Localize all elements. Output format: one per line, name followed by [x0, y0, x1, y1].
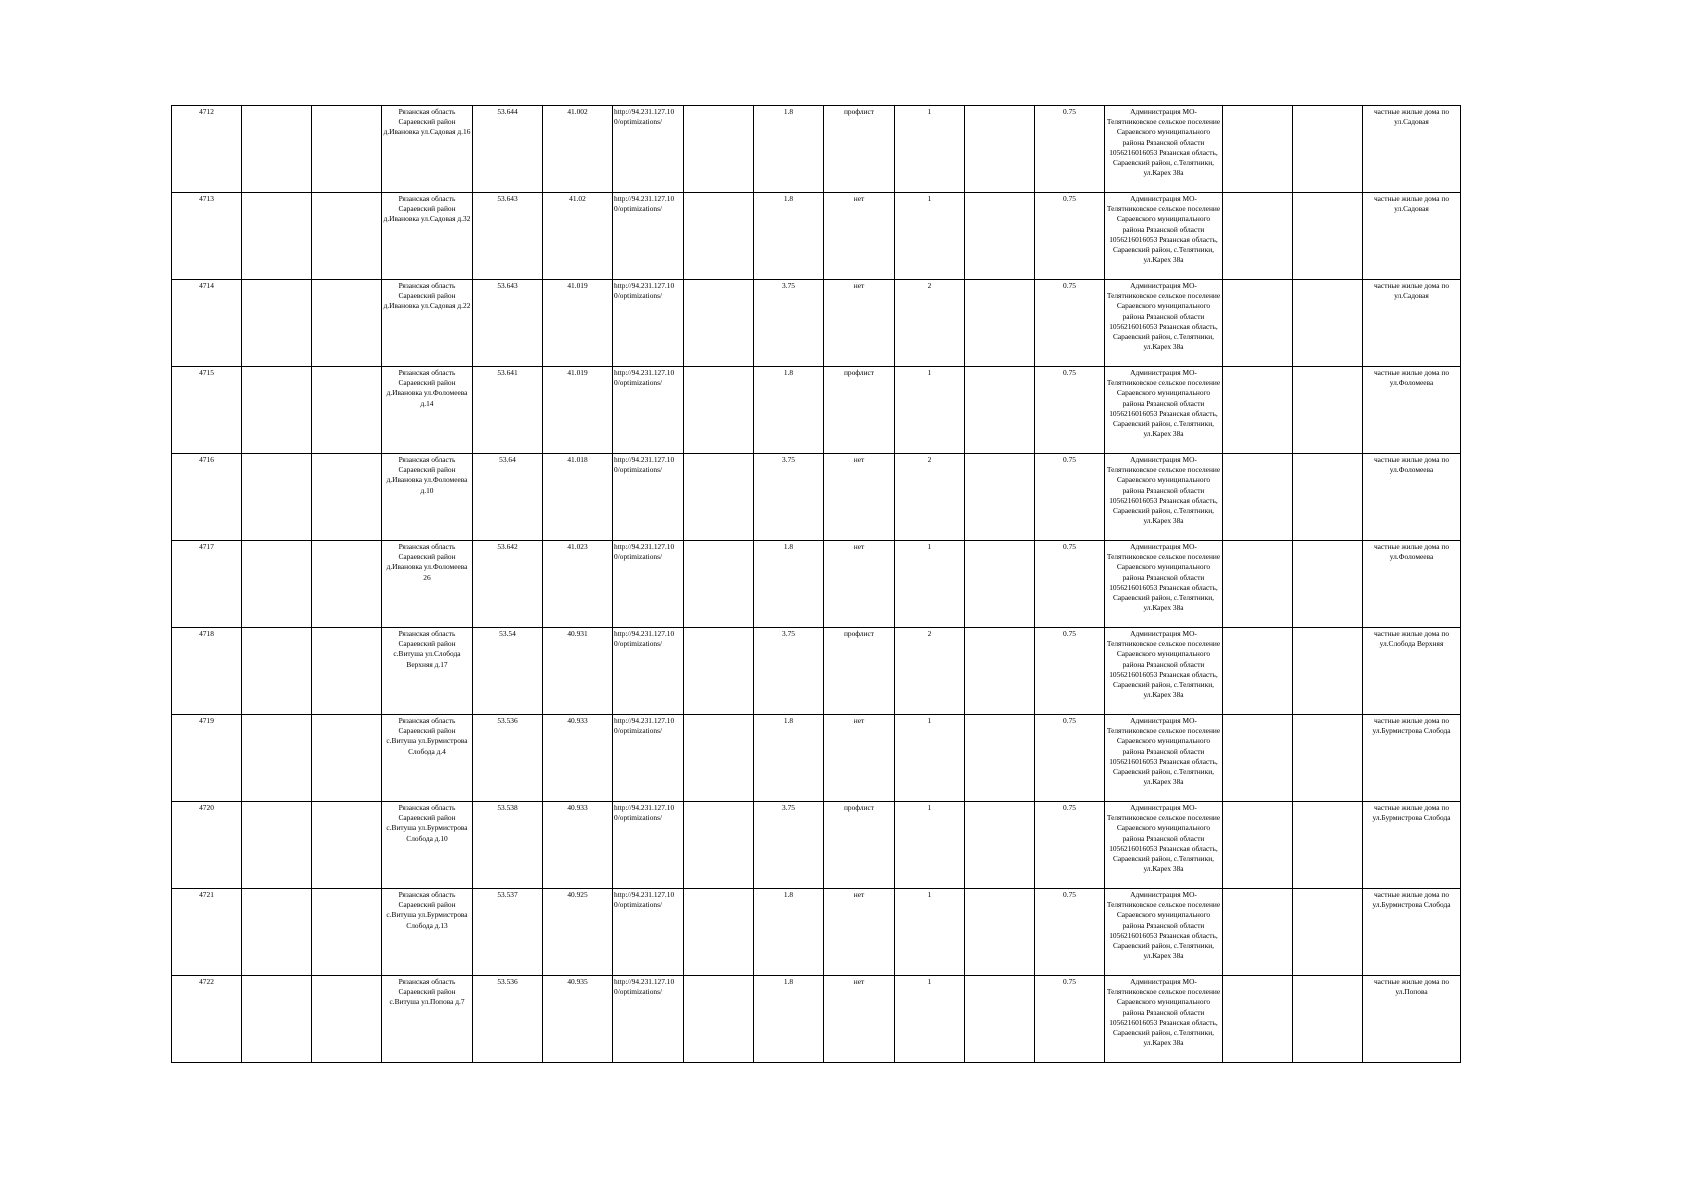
cell-lon: 41.002 [543, 106, 613, 193]
cell-address: Рязанская область Сараевский район д.Ивановка ул.Фоломеева 26 [382, 541, 473, 628]
cell-address: Рязанская область Сараевский район д.Ивановка ул.Садовая д.32 [382, 193, 473, 280]
cell-volume: 1.8 [754, 193, 824, 280]
cell-lat: 53.54 [473, 628, 543, 715]
cell-lon: 40.933 [543, 715, 613, 802]
cell-empty [312, 106, 382, 193]
cell-empty [242, 889, 312, 976]
cell-owner: Администрация МО-Телятниковское сельское поселение Сараевского муниципального района Рязанской области 1056216016053 Рязанская область, Сараевский район, с.Телятники, ул.Карех 38а [1105, 802, 1223, 889]
cell-sources: частные жилые дома по ул.Бурмистрова Слобода [1363, 802, 1461, 889]
cell-empty [1223, 367, 1293, 454]
cell-empty [312, 541, 382, 628]
cell-empty [1223, 889, 1293, 976]
cell-empty [242, 367, 312, 454]
cell-empty [1223, 280, 1293, 367]
cell-lat: 53.536 [473, 715, 543, 802]
cell-empty [312, 280, 382, 367]
cell-cover: нет [824, 193, 895, 280]
cell-count: 2 [895, 454, 965, 541]
cell-volume: 3.75 [754, 802, 824, 889]
cell-empty [312, 976, 382, 1063]
cell-size: 0.75 [1035, 541, 1105, 628]
table-body [172, 106, 1461, 1063]
cell-count: 1 [895, 802, 965, 889]
cell-owner: Администрация МО-Телятниковское сельское поселение Сараевского муниципального района Рязанской области 1056216016053 Рязанская область, Сараевский район, с.Телятники, ул.Карех 38а [1105, 193, 1223, 280]
cell-owner: Администрация МО-Телятниковское сельское поселение Сараевского муниципального района Рязанской области 1056216016053 Рязанская область, Сараевский район, с.Телятники, ул.Карех 38а [1105, 715, 1223, 802]
cell-sources: частные жилые дома по ул.Фоломеева [1363, 454, 1461, 541]
cell-count: 1 [895, 541, 965, 628]
cell-empty [965, 193, 1035, 280]
cell-url: http://94.231.127.10 0/optimizations/ [613, 280, 684, 367]
cell-empty [1223, 715, 1293, 802]
cell-owner: Администрация МО-Телятниковское сельское поселение Сараевского муниципального района Рязанской области 1056216016053 Рязанская область, Сараевский район, с.Телятники, ул.Карех 38а [1105, 454, 1223, 541]
cell-empty [312, 628, 382, 715]
cell-address: Рязанская область Сараевский район д.Ивановка ул.Садовая д.16 [382, 106, 473, 193]
cell-cover: нет [824, 280, 895, 367]
cell-address: Рязанская область Сараевский район с.Витуша ул.Бурмистрова Слобода д.13 [382, 889, 473, 976]
cell-empty [312, 367, 382, 454]
cell-empty [1223, 454, 1293, 541]
cell-empty [965, 802, 1035, 889]
cell-sources: частные жилые дома по ул.Попова [1363, 976, 1461, 1063]
cell-lon: 41.018 [543, 454, 613, 541]
cell-id: 4720 [172, 802, 242, 889]
cell-lat: 53.641 [473, 367, 543, 454]
table-row [172, 802, 1461, 889]
cell-empty [312, 802, 382, 889]
cell-empty [965, 541, 1035, 628]
cell-cover: профлист [824, 367, 895, 454]
cell-volume: 1.8 [754, 106, 824, 193]
cell-address: Рязанская область Сараевский район д.Ивановка ул.Садовая д.22 [382, 280, 473, 367]
table-row [172, 889, 1461, 976]
cell-id: 4722 [172, 976, 242, 1063]
table-row [172, 628, 1461, 715]
cell-empty [1293, 802, 1363, 889]
cell-sources: частные жилые дома по ул.Садовая [1363, 193, 1461, 280]
cell-count: 2 [895, 628, 965, 715]
cell-lon: 41.019 [543, 367, 613, 454]
cell-url: http://94.231.127.10 0/optimizations/ [613, 367, 684, 454]
cell-empty [965, 628, 1035, 715]
cell-url: http://94.231.127.10 0/optimizations/ [613, 715, 684, 802]
cell-volume: 1.8 [754, 367, 824, 454]
cell-empty [242, 106, 312, 193]
cell-volume: 1.8 [754, 541, 824, 628]
cell-empty [242, 193, 312, 280]
cell-count: 1 [895, 106, 965, 193]
cell-empty [1293, 715, 1363, 802]
cell-sources: частные жилые дома по ул.Бурмистрова Слобода [1363, 715, 1461, 802]
cell-id: 4716 [172, 454, 242, 541]
cell-empty [242, 628, 312, 715]
cell-volume: 1.8 [754, 715, 824, 802]
cell-empty [312, 889, 382, 976]
cell-lat: 53.64 [473, 454, 543, 541]
cell-count: 1 [895, 715, 965, 802]
cell-size: 0.75 [1035, 367, 1105, 454]
cell-url: http://94.231.127.10 0/optimizations/ [613, 541, 684, 628]
cell-address: Рязанская область Сараевский район с.Витуша ул.Попова д.7 [382, 976, 473, 1063]
table-row [172, 454, 1461, 541]
cell-empty [242, 715, 312, 802]
cell-owner: Администрация МО-Телятниковское сельское поселение Сараевского муниципального района Рязанской области 1056216016053 Рязанская область, Сараевский район, с.Телятники, ул.Карех 38а [1105, 889, 1223, 976]
cell-owner: Администрация МО-Телятниковское сельское поселение Сараевского муниципального района Рязанской области 1056216016053 Рязанская область, Сараевский район, с.Телятники, ул.Карех 38а [1105, 976, 1223, 1063]
cell-lon: 40.925 [543, 889, 613, 976]
cell-empty [1223, 541, 1293, 628]
cell-empty [684, 367, 754, 454]
cell-count: 2 [895, 280, 965, 367]
cell-empty [1223, 976, 1293, 1063]
cell-sources: частные жилые дома по ул.Слобода Верхняя [1363, 628, 1461, 715]
table-row [172, 715, 1461, 802]
cell-empty [1293, 541, 1363, 628]
table-row [172, 367, 1461, 454]
cell-size: 0.75 [1035, 889, 1105, 976]
cell-cover: нет [824, 976, 895, 1063]
cell-lon: 41.023 [543, 541, 613, 628]
cell-empty [684, 193, 754, 280]
table-row [172, 193, 1461, 280]
cell-address: Рязанская область Сараевский район с.Витуша ул.Слобода Верхняя д.17 [382, 628, 473, 715]
cell-id: 4713 [172, 193, 242, 280]
cell-size: 0.75 [1035, 106, 1105, 193]
cell-lat: 53.643 [473, 193, 543, 280]
cell-empty [312, 193, 382, 280]
table-row [172, 280, 1461, 367]
cell-empty [1293, 280, 1363, 367]
cell-size: 0.75 [1035, 802, 1105, 889]
cell-cover: нет [824, 889, 895, 976]
cell-url: http://94.231.127.10 0/optimizations/ [613, 193, 684, 280]
cell-sources: частные жилые дома по ул.Фоломеева [1363, 541, 1461, 628]
cell-sources: частные жилые дома по ул.Садовая [1363, 280, 1461, 367]
cell-size: 0.75 [1035, 454, 1105, 541]
cell-size: 0.75 [1035, 280, 1105, 367]
cell-sources: частные жилые дома по ул.Садовая [1363, 106, 1461, 193]
cell-size: 0.75 [1035, 193, 1105, 280]
cell-count: 1 [895, 889, 965, 976]
cell-url: http://94.231.127.10 0/optimizations/ [613, 106, 684, 193]
cell-id: 4714 [172, 280, 242, 367]
cell-lat: 53.644 [473, 106, 543, 193]
table-row [172, 976, 1461, 1063]
cell-lon: 41.02 [543, 193, 613, 280]
cell-id: 4712 [172, 106, 242, 193]
cell-sources: частные жилые дома по ул.Бурмистрова Слобода [1363, 889, 1461, 976]
cell-empty [684, 889, 754, 976]
cell-lat: 53.643 [473, 280, 543, 367]
cell-lat: 53.537 [473, 889, 543, 976]
cell-cover: нет [824, 541, 895, 628]
cell-id: 4715 [172, 367, 242, 454]
cell-volume: 3.75 [754, 280, 824, 367]
cell-owner: Администрация МО-Телятниковское сельское поселение Сараевского муниципального района Рязанской области 1056216016053 Рязанская область, Сараевский район, с.Телятники, ул.Карех 38а [1105, 541, 1223, 628]
cell-cover: нет [824, 715, 895, 802]
table-row [172, 541, 1461, 628]
cell-address: Рязанская область Сараевский район д.Ивановка ул.Фоломеева д.10 [382, 454, 473, 541]
cell-empty [965, 889, 1035, 976]
cell-empty [242, 454, 312, 541]
cell-volume: 3.75 [754, 628, 824, 715]
cell-empty [1223, 193, 1293, 280]
cell-id: 4717 [172, 541, 242, 628]
cell-volume: 1.8 [754, 976, 824, 1063]
cell-empty [684, 802, 754, 889]
cell-owner: Администрация МО-Телятниковское сельское поселение Сараевского муниципального района Рязанской области 1056216016053 Рязанская область, Сараевский район, с.Телятники, ул.Карех 38а [1105, 106, 1223, 193]
cell-volume: 3.75 [754, 454, 824, 541]
cell-id: 4718 [172, 628, 242, 715]
cell-url: http://94.231.127.10 0/optimizations/ [613, 454, 684, 541]
cell-lat: 53.642 [473, 541, 543, 628]
cell-empty [242, 802, 312, 889]
cell-empty [684, 628, 754, 715]
cell-lon: 40.933 [543, 802, 613, 889]
cell-url: http://94.231.127.10 0/optimizations/ [613, 976, 684, 1063]
cell-empty [684, 715, 754, 802]
cell-volume: 1.8 [754, 889, 824, 976]
cell-cover: профлист [824, 628, 895, 715]
cell-empty [1293, 106, 1363, 193]
registry-table [171, 105, 1461, 1063]
cell-address: Рязанская область Сараевский район д.Ивановка ул.Фоломеева д.14 [382, 367, 473, 454]
cell-empty [684, 106, 754, 193]
cell-empty [965, 367, 1035, 454]
cell-empty [965, 280, 1035, 367]
cell-size: 0.75 [1035, 715, 1105, 802]
cell-empty [1293, 193, 1363, 280]
cell-empty [684, 541, 754, 628]
cell-url: http://94.231.127.10 0/optimizations/ [613, 628, 684, 715]
cell-id: 4721 [172, 889, 242, 976]
cell-empty [1293, 976, 1363, 1063]
cell-empty [965, 454, 1035, 541]
cell-cover: профлист [824, 106, 895, 193]
cell-empty [1293, 628, 1363, 715]
cell-empty [312, 715, 382, 802]
cell-empty [684, 280, 754, 367]
cell-address: Рязанская область Сараевский район с.Витуша ул.Бурмистрова Слобода д.4 [382, 715, 473, 802]
cell-empty [684, 976, 754, 1063]
cell-count: 1 [895, 193, 965, 280]
cell-empty [1293, 367, 1363, 454]
cell-lat: 53.536 [473, 976, 543, 1063]
cell-empty [684, 454, 754, 541]
cell-lon: 40.935 [543, 976, 613, 1063]
cell-id: 4719 [172, 715, 242, 802]
cell-url: http://94.231.127.10 0/optimizations/ [613, 889, 684, 976]
cell-empty [242, 976, 312, 1063]
cell-empty [1223, 628, 1293, 715]
cell-lon: 41.019 [543, 280, 613, 367]
cell-url: http://94.231.127.10 0/optimizations/ [613, 802, 684, 889]
cell-size: 0.75 [1035, 976, 1105, 1063]
cell-empty [242, 280, 312, 367]
cell-owner: Администрация МО-Телятниковское сельское поселение Сараевского муниципального района Рязанской области 1056216016053 Рязанская область, Сараевский район, с.Телятники, ул.Карех 38а [1105, 628, 1223, 715]
cell-empty [1293, 889, 1363, 976]
cell-owner: Администрация МО-Телятниковское сельское поселение Сараевского муниципального района Рязанской области 1056216016053 Рязанская область, Сараевский район, с.Телятники, ул.Карех 38а [1105, 367, 1223, 454]
cell-count: 1 [895, 976, 965, 1063]
cell-lon: 40.931 [543, 628, 613, 715]
cell-empty [1223, 802, 1293, 889]
cell-count: 1 [895, 367, 965, 454]
cell-empty [242, 541, 312, 628]
cell-empty [965, 976, 1035, 1063]
cell-size: 0.75 [1035, 628, 1105, 715]
cell-lat: 53.538 [473, 802, 543, 889]
cell-empty [1293, 454, 1363, 541]
cell-cover: профлист [824, 802, 895, 889]
cell-empty [965, 715, 1035, 802]
cell-cover: нет [824, 454, 895, 541]
table-row [172, 106, 1461, 193]
cell-empty [312, 454, 382, 541]
cell-empty [1223, 106, 1293, 193]
cell-sources: частные жилые дома по ул.Фоломеева [1363, 367, 1461, 454]
cell-empty [965, 106, 1035, 193]
cell-owner: Администрация МО-Телятниковское сельское поселение Сараевского муниципального района Рязанской области 1056216016053 Рязанская область, Сараевский район, с.Телятники, ул.Карех 38а [1105, 280, 1223, 367]
cell-address: Рязанская область Сараевский район с.Витуша ул.Бурмистрова Слобода д.10 [382, 802, 473, 889]
